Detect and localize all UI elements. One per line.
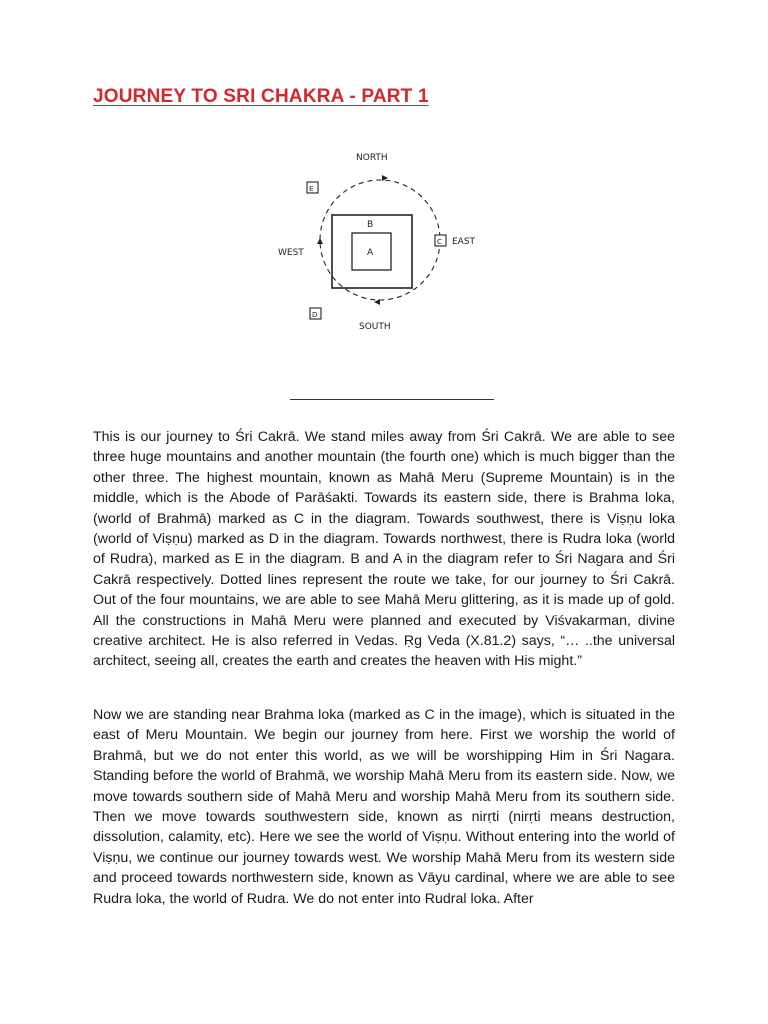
paragraph-2: Now we are standing near Brahma loka (marked as C in the image), which is situated in the east of Meru Mountain. We begin our journey from here. First we worship the world of Brahmā, but we do not enter this world, as we will be worshipping Him in Śri Nagara. Standing before the world of Brahmā, we worship Mahā Meru from its eastern side. Now, we move towards southern side of Mahā Meru and worship Mahā Meru from its southern side. Then we move towards southwestern side, known as nirṛti (nirṛti means destruction, dissolution, calamity, etc). Here we see the world of Viṣṇu. Without entering into the world of Viṣṇu, we continue our journey towards west. We worship Mahā Meru from its western side and proceed towards northwestern side, known as Vāyu cardinal, where we are able to see Rudra loka, the world of Rudra. We do not enter into Rudral loka. After xyxy=(93,707,675,907)
label-east: EAST xyxy=(452,237,476,247)
label-e: E xyxy=(309,185,314,193)
route-arrow-west xyxy=(317,238,323,244)
sri-chakra-diagram xyxy=(270,140,500,340)
separator-line xyxy=(290,399,494,400)
label-south: SOUTH xyxy=(359,322,391,332)
page-title: JOURNEY TO SRI CHAKRA - PART 1 xyxy=(93,86,429,107)
paragraph-1: This is our journey to Śri Cakrā. We stand miles away from Śri Cakrā. We are able to see three huge mountains and another mountain (the fourth one) which is much bigger than the other three. The highest mountain, known as Mahā Meru (Supreme Mountain) is in the middle, which is the Abode of Parāśakti. Towards its eastern side, there is Brahma loka, (world of Brahmā) marked as C in the diagram. Towards southwest, there is Viṣṇu loka (world of Viṣṇu) marked as D in the diagram. Towards northwest, there is Rudra loka (world of Rudra), marked as E in the diagram. B and A in the diagram refer to Śri Nagara and Śri Cakrā respectively. Dotted lines represent the route we take, for our journey to Śri Cakrā. Out of the four mountains, we are able to see Mahā Meru glittering, as it is made up of gold. All the constructions in Mahā Meru were planned and executed by Viśvakarman, divine creative architect. He is also referred in Vedas. Ṛg Veda (X.81.2) says, “… ..the universal architect, seeing all, creates the earth and creates the heaven with His might.” xyxy=(93,429,675,670)
label-west: WEST xyxy=(278,248,304,258)
route-dotted-circle xyxy=(320,180,440,300)
label-north: NORTH xyxy=(356,153,388,163)
label-d: D xyxy=(312,311,318,319)
diagram-sketch xyxy=(270,140,500,340)
label-b: B xyxy=(367,220,374,230)
label-a: A xyxy=(367,248,374,258)
label-c: C xyxy=(437,238,442,246)
